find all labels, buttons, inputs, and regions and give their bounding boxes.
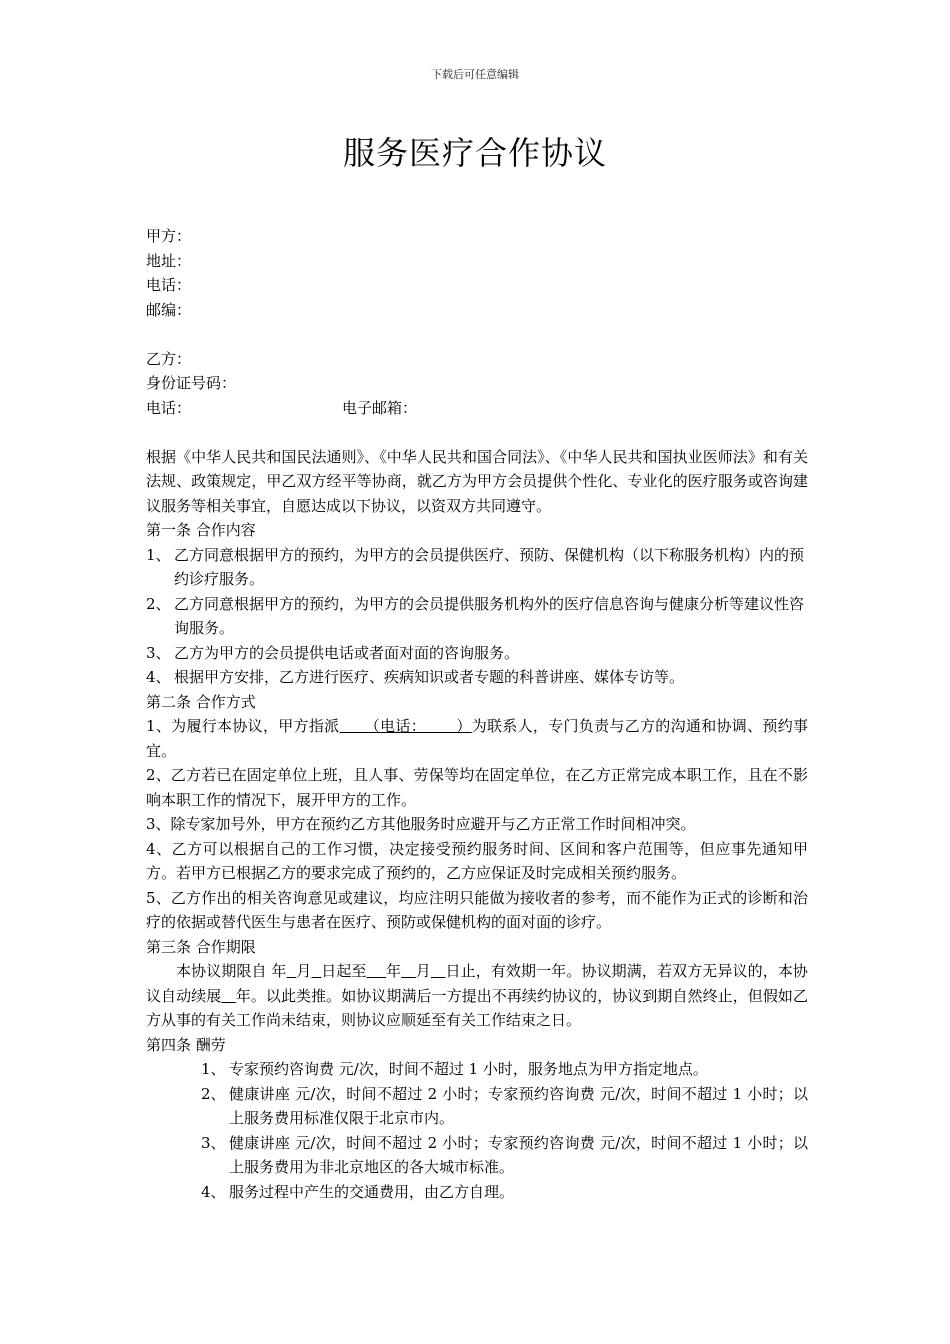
text-run: 月	[415, 962, 431, 980]
document-title: 服务医疗合作协议	[342, 134, 607, 172]
item-text: 乙方同意根据甲方的预约，为甲方的会员提供服务机构外的医疗信息咨询与健康分析等建议性咨询服务。	[174, 594, 805, 637]
text-run: 本协议期限自 年	[176, 962, 287, 980]
article4-heading: 第四条 酬劳	[146, 1035, 226, 1054]
party-b-email-label: 电子邮箱：	[342, 398, 418, 417]
item-text: 专家预约咨询费 元/次，时间不超过 1 小时，服务地点为甲方指定地点。	[229, 1060, 708, 1078]
preamble-paragraph: 根据《中华人民共和国民法通则》、《中华人民共和国合同法》、《中华人民共和国执业医师法》和有关法规、政策规定，甲乙双方经平等协商，就乙方为甲方会员提供个性化、专业化的医疗服务或咨询建议服务等相关事宜，自愿达成以下协议，以资双方共同遵守。	[146, 447, 808, 515]
party-b-contact-row	[146, 396, 808, 421]
spacer	[146, 322, 808, 347]
party-a-name-label: 甲方：	[146, 227, 192, 245]
contact-blank-field: （电话： ）	[339, 717, 472, 735]
article1-item	[146, 641, 808, 666]
item-text: 服务过程中产生的交通费用，由乙方自理。	[229, 1182, 515, 1201]
blank-field	[401, 962, 416, 980]
party-b-id-label: 身份证号码：	[146, 374, 237, 392]
article2-item: 5、乙方作出的相关咨询意见或建议，均应注明只能做为接收者的参考，而不能作为正式的诊断和治疗的依据或替代医生与患者在医疗、预防或保健机构的面对面的诊疗。	[146, 888, 808, 931]
blank-field	[287, 962, 297, 980]
article3-paragraph	[146, 959, 808, 1033]
text-run: 日起至	[321, 962, 367, 980]
blank-field	[221, 987, 235, 1005]
article1-item	[146, 665, 808, 690]
article4-item	[201, 1082, 808, 1131]
item-number: 2、	[201, 1084, 226, 1103]
item-number: 3、	[201, 1133, 226, 1152]
party-b-name-label: 乙方：	[146, 349, 192, 368]
item-number: 1、	[146, 545, 171, 564]
article2-item	[146, 714, 808, 763]
text-run: 年	[386, 962, 402, 980]
spacer	[146, 420, 808, 445]
item-number: 4、	[146, 668, 171, 686]
item-number: 3、	[146, 643, 171, 662]
text-run: 日止，有效期一年。协议期满，若双方无异议的，本协议自动续展	[146, 962, 808, 1005]
item-text: 1、为履行本协议，甲方指派	[146, 717, 340, 735]
article4-item	[201, 1057, 808, 1082]
text-run: 年。以此类推。如协议期满后一方提出不再续约协议的，协议到期自然终止，但假如乙方从事的有关工作尚未结束，则协议应顺延至有关工作结束之日。	[146, 986, 808, 1029]
article3-heading: 第三条 合作期限	[146, 937, 256, 956]
article1-item	[146, 543, 808, 592]
party-b-phone-label: 电话：	[146, 398, 192, 417]
text-run: 月	[296, 962, 312, 980]
item-text: 健康讲座 元/次，时间不超过 2 小时；专家预约咨询费 元/次，时间不超过 1 小时；以上服务费用标准仅限于北京市内。	[229, 1084, 808, 1127]
article2-item: 4、乙方可以根据自己的工作习惯，决定接受预约服务时间、区间和客户范围等，但应事先通知甲方。若甲方已根据乙方的要求完成了预约的，乙方应保证及时完成相关预约服务。	[146, 839, 808, 882]
article1-heading: 第一条 合作内容	[146, 521, 256, 539]
item-text: 乙方同意根据甲方的预约，为甲方的会员提供医疗、预防、保健机构（以下称服务机构）内的预约诊疗服务。	[174, 545, 805, 588]
article2-item: 2、乙方若已在固定单位上班，且人事、劳保等均在固定单位，在乙方正常完成本职工作，且在不影响本职工作的情况下，展开甲方的工作。	[146, 766, 808, 809]
article2-heading: 第二条 合作方式	[146, 692, 256, 711]
item-number: 1、	[201, 1060, 226, 1078]
document-body	[146, 224, 808, 1204]
item-number: 4、	[201, 1182, 226, 1201]
party-a-address-label: 地址：	[146, 251, 192, 270]
article4-item	[201, 1131, 808, 1180]
article2-item: 3、除专家加号外，甲方在预约乙方其他服务时应避开与乙方正常工作时间相冲突。	[146, 815, 696, 833]
article1-item	[146, 592, 808, 641]
item-text: 根据甲方安排，乙方进行医疗、疾病知识或者专题的科普讲座、媒体专访等。	[174, 668, 685, 686]
item-text: 健康讲座 元/次，时间不超过 2 小时；专家预约咨询费 元/次，时间不超过 1 小时；以上服务费用为非北京地区的各大城市标准。	[229, 1133, 808, 1176]
item-number: 2、	[146, 594, 171, 613]
header-note: 下载后可任意编辑	[431, 68, 519, 81]
party-a-postcode-label: 邮编：	[146, 300, 192, 319]
item-text: 为联系人，专门负责与乙方的沟通和协调、预约事宜。	[146, 717, 808, 760]
article4-item	[201, 1180, 808, 1205]
blank-field	[431, 962, 446, 980]
blank-field	[311, 962, 321, 980]
party-a-phone-label: 电话：	[146, 276, 192, 294]
item-text: 乙方为甲方的会员提供电话或者面对面的咨询服务。	[174, 643, 520, 662]
blank-field	[367, 962, 387, 980]
